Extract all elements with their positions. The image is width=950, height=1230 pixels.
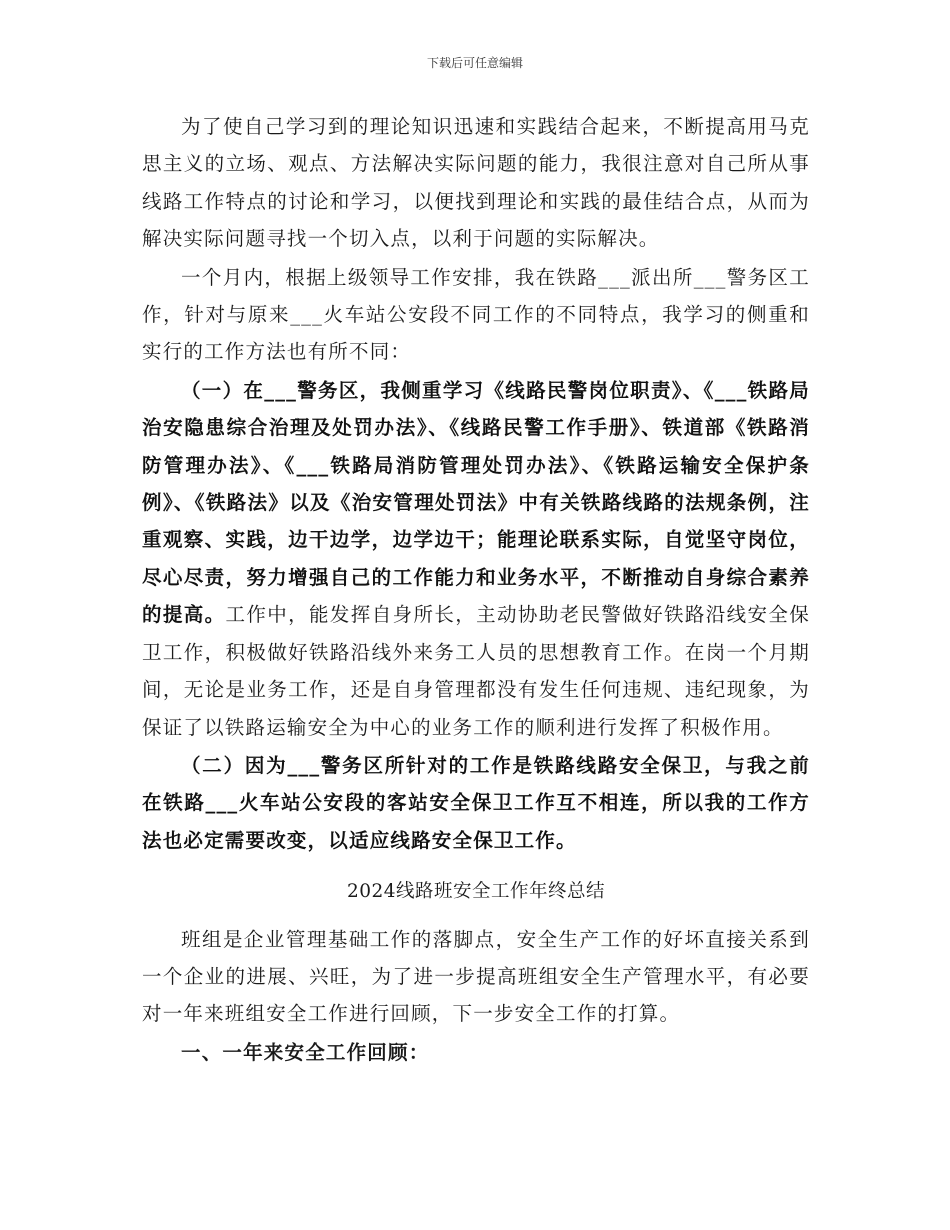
section-title: 2024线路班安全工作年终总结 xyxy=(346,881,606,903)
paragraph-study-focus xyxy=(142,372,810,746)
paragraph-theory-practice: 为了使自己学习到的理论知识迅速和实践结合起来，不断提高用马克思主义的立场、观点、方法解决实际问题的能力，我很注意对自己所从事线路工作特点的讨论和学习，以便找到理论和实践的最佳结合点，从而为解决实际问题寻找一个切入点，以利于问题的实际解决。 xyxy=(142,115,810,251)
paragraph-study-focus-normal: 工作中，能发挥自身所长，主动协助老民警做好铁路沿线安全保卫工作，积极做好铁路沿线外来务工人员的思想教育工作。在岗一个月期间，无论是业务工作，还是自身管理都没有发生任何违规、违纪现象，为保证了以铁路运输安全为中心的业务工作的顺利进行发挥了积极作用。 xyxy=(142,603,810,739)
page-header-note: 下载后可任意编辑 xyxy=(426,56,523,70)
paragraph-study-focus-bold: （一）在___警务区，我侧重学习《线路民警岗位职责》、《___铁路局治安隐患综合治理及处罚办法》、《线路民警工作手册》、铁道部《铁路消防管理办法》、《___铁路局消防管理处罚办法》、《铁路运输安全保护条例》、《铁路法》以及《治安管理处罚法》中有关铁路线路的法规条例，注重观察、实践，边干边学，边学边干；能理论联系实际，自觉坚守岗位，尽心尽责，努力增强自己的工作能力和业务水平，不断推动自身综合素养的提高。 xyxy=(142,378,810,627)
paragraph-work-assignment: 一个月内，根据上级领导工作安排，我在铁路___派出所___警务区工作，针对与原来___火车站公安段不同工作的不同特点，我学习的侧重和实行的工作方法也有所不同： xyxy=(142,265,810,364)
paragraph-team-safety: 班组是企业管理基础工作的落脚点，安全生产工作的好坏直接关系到一个企业的进展、兴旺，为了进一步提高班组安全生产管理水平，有必要对一年来班组安全工作进行回顾，下一步安全工作的打算。 xyxy=(142,927,810,1026)
document-body xyxy=(142,108,810,1071)
heading-year-review: 一、一年来安全工作回顾： xyxy=(181,1040,430,1064)
paragraph-method-change: （二）因为___警务区所针对的工作是铁路线路安全保卫，与我之前在铁路___火车站公安段的客站安全保卫工作互不相连，所以我的工作方法也必定需要改变，以适应线路安全保卫工作。 xyxy=(142,753,810,852)
